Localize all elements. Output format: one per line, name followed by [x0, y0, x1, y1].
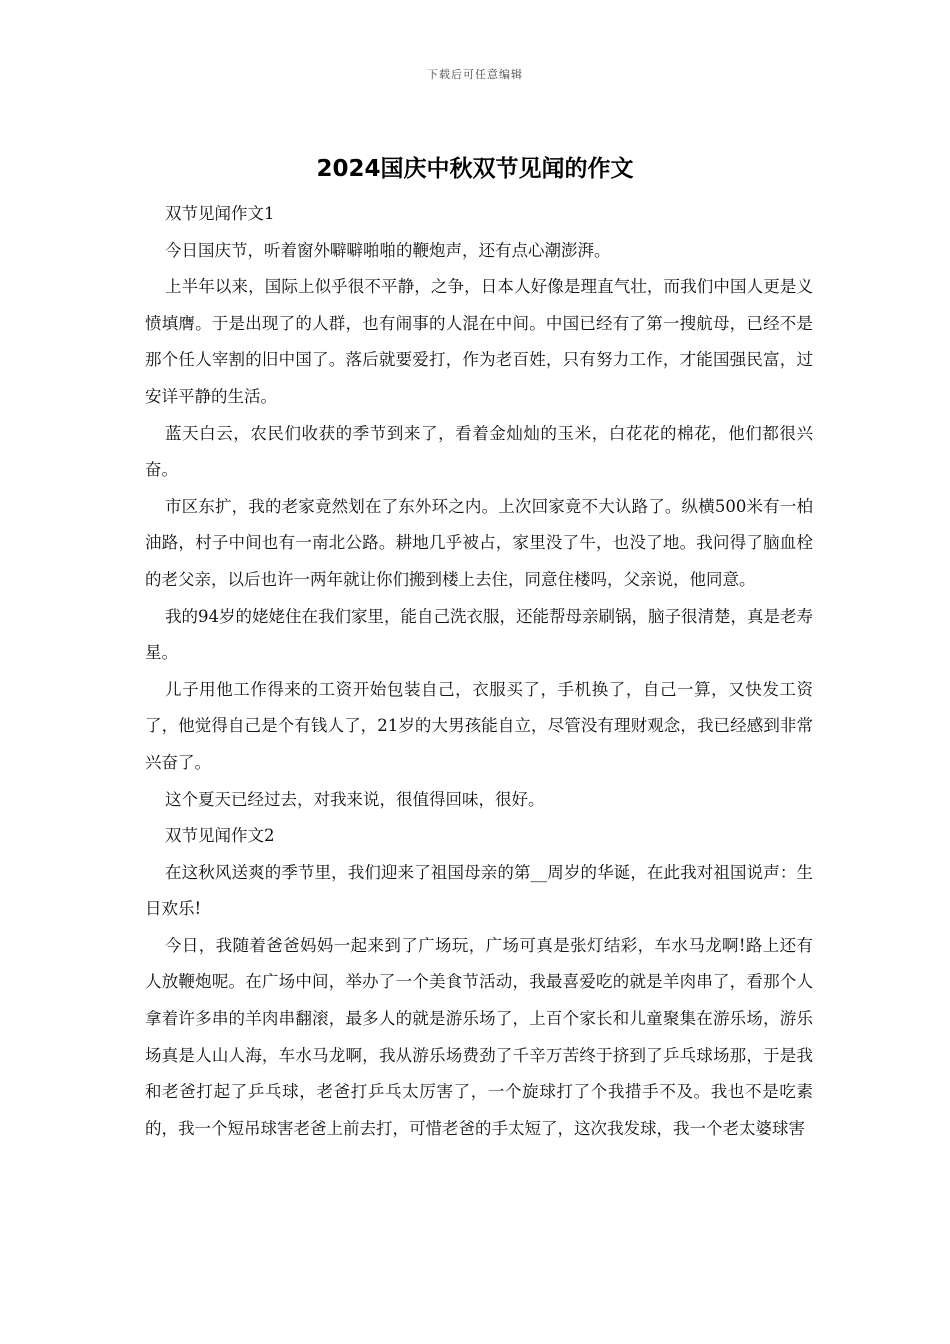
paragraph: 儿子用他工作得来的工资开始包装自己，衣服买了，手机换了，自己一算，又快发工资了，他觉得自己是个有钱人了，21岁的大男孩能自立，尽管没有理财观念，我已经感到非常兴奋了。 [145, 679, 813, 772]
section-heading-1: 双节见闻作文1 [165, 204, 275, 223]
document-title: 2024国庆中秋双节见闻的作文 [316, 156, 634, 182]
paragraph: 在这秋风送爽的季节里，我们迎来了祖国母亲的第__周岁的华诞，在此我对祖国说声：生日欢乐! [145, 862, 813, 919]
paragraph: 我的94岁的姥姥住在我们家里，能自己洗衣服，还能帮母亲刷锅，脑子很清楚，真是老寿星。 [145, 606, 813, 663]
section-heading-2: 双节见闻作文2 [165, 826, 275, 846]
paragraph: 蓝天白云，农民们收获的季节到来了，看着金灿灿的玉米，白花花的棉花，他们都很兴奋。 [145, 423, 813, 480]
paragraph: 市区东扩，我的老家竟然划在了东外环之内。上次回家竟不大认路了。纵横500米有一柏油路，村子中间也有一南北公路。耕地几乎被占，家里没了牛，也没了地。我问得了脑血栓的老父亲，以后也许一两年就让你们搬到楼上去住，同意住楼吗，父亲说，他同意。 [145, 496, 813, 589]
page-header-note: 下载后可任意编辑 [427, 68, 523, 81]
document-body [145, 196, 813, 1147]
paragraph: 这个夏天已经过去，对我来说，很值得回味，很好。 [165, 789, 545, 809]
paragraph: 今日，我随着爸爸妈妈一起来到了广场玩，广场可真是张灯结彩，车水马龙啊!路上还有人放鞭炮呢。在广场中间，举办了一个美食节活动，我最喜爱吃的就是羊肉串了，看那个人拿着许多串的羊肉串翻滚，最多人的就是游乐场了，上百个家长和儿童聚集在游乐场，游乐场真是人山人海，车水马龙啊，我从游乐场费劲了千辛万苦终于挤到了乒乓球场那，于是我和老爸打起了乒乓球，老爸打乒乓太厉害了，一个旋球打了个我措手不及。我也不是吃素的，我一个短吊球害老爸上前去打，可惜老爸的手太短了，这次我发球，我一个老太婆球害 [145, 935, 813, 1138]
paragraph: 今日国庆节，听着窗外噼噼啪啪的鞭炮声，还有点心潮澎湃。 [165, 240, 611, 260]
paragraph: 上半年以来，国际上似乎很不平静，之争，日本人好像是理直气壮，而我们中国人更是义愤填膺。于是出现了的人群，也有闹事的人混在中间。中国已经有了第一搜航母，已经不是那个任人宰割的旧中国了。落后就要爱打，作为老百姓，只有努力工作，才能国强民富，过安详平静的生活。 [145, 277, 813, 406]
